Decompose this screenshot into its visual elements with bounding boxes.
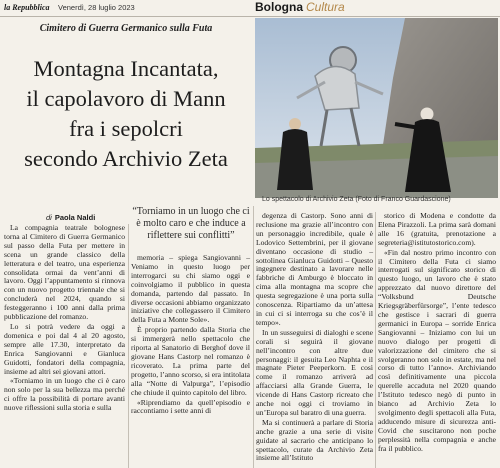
column-divider bbox=[375, 212, 376, 468]
paragraph: «Fin dal nostro primo incontro con il Cimitero della Futa ci siamo interrogati sul significato storico di questo luogo, un lavoro che è stato apprezzato dal nuovo direttore del “Volksbund Deutsche Kriegsgräberfürsorge”, l’ente tedesco che gestisce i sacrari di guerra germanici in Europa – sorride Enrica Sangiovanni – Iniziamo con lui un nuovo dialogo per progetti di valorizzazione del cimitero che si svolgeranno non solo in estate, ma nel corso di tutto l’anno». Archiviando così definitivamente una piccola querelle accaduta nel 2020 quando l’Istituto tedesco negò di punto in bianco ad Archivio Zeta lo svolgimento degli spettacoli alla Futa, adducendo misure di sicurezza anti-Covid che suscitarono non poche perplessità nella compagnia e anche fra il pubblico. bbox=[378, 247, 496, 453]
column-divider bbox=[253, 206, 254, 468]
paragraph: È proprio partendo dalla Storia che si immergerà nello spettacolo che riporta al Sanatorio di Berghof dove il giovane Hans Castorp nel romanzo è ricoverato. La prima parte del progetto, l’anno scorso, si era intitolata alla “Notte di Valpurga”, l’episodio che chiude il quinto capitolo del libro. bbox=[131, 325, 250, 397]
byline bbox=[46, 213, 95, 222]
paragraph: degenza di Castorp. Sono anni di reclusione ma grazie all’incontro con un personaggio incredibile, quale è Lodovico Settembrini, per il giovane diventano occasione di studio – sottolinea Gianluca Guidotti – Questo ingegnere destinato a lavorare nelle fabbriche di Amburgo è bloccato in cima alla montagna ma scopre che questa segregazione è una porta sulla conoscenza. Ripartiamo da un’attesa in cui ci si interroga su che cos’è il tempo». bbox=[256, 211, 373, 327]
headline-line: secondo Archivio Zeta bbox=[24, 146, 228, 171]
article-column-1 bbox=[4, 224, 125, 413]
headline bbox=[0, 54, 252, 174]
top-bar bbox=[0, 0, 500, 17]
dateline: Venerdì, 28 luglio 2023 bbox=[58, 3, 135, 12]
photo-illustration bbox=[255, 18, 498, 198]
article-photo bbox=[255, 18, 498, 198]
subsection-name: Cultura bbox=[306, 0, 345, 14]
paragraph: memoria – spiega Sangiovanni – Veniamo in questo luogo per interrogarci su chi siamo oggi e coinvolgiamo il pubblico in questa domanda, partendo dal passato. In diverse occasioni abbiamo organizzato iniziative che collegassero il Cimitero della Futa a Monte Sole». bbox=[131, 253, 250, 325]
paragraph: In un susseguirsi di dialoghi e scene corali si seguirà il giovane nell’incontro con altre due personaggi: il gesuita Leo Naphta e il magnate Pieter Peeperkorn. E così come il romanzo arriverà ad affacciarsi alla Grande Guerra, le vicende di Hans Castorp ricreato che anche noi oggi ci troviamo in un’Europa sul baratro di una guerra. bbox=[256, 327, 373, 417]
article-column-2 bbox=[131, 254, 250, 416]
masthead: la Repubblica bbox=[4, 3, 50, 12]
paragraph: La compagnia teatrale bolognese torna al Cimitero di Guerra Germanico sul passo della Futa per mettere in scena un grande classico della letteratura e del teatro, una esperienza consolidata ormai da vent’anni di lavoro. Oggi l’appuntamento si rinnova con un nuovo progetto triennale che si concluderà nel 2024, quando si festeggeranno i 100 anni dalla prima pubblicazione del romanzo. bbox=[4, 223, 125, 322]
byline-prefix: di bbox=[46, 213, 52, 222]
pull-quote: “Torniamo in un luogo che ci è molto caro e che induce a riflettere sui conflitti” bbox=[132, 206, 250, 241]
headline-line: il capolavoro di Mann bbox=[26, 86, 226, 111]
paragraph: «Riprendiamo da quell’episodio e raccontiamo i sette anni di bbox=[131, 397, 250, 416]
paragraph: Ma si continuerà a parlare di Storia anche grazie a una serie di visite guidate al sacrario che anticipano lo spettacolo, curate da Archivio Zeta insieme all’Istituto bbox=[256, 417, 373, 463]
headline-line: Montagna Incantata, bbox=[33, 56, 219, 81]
article-column-4 bbox=[378, 212, 496, 453]
section-name: Bologna bbox=[255, 0, 303, 14]
paragraph: storico di Modena e condotte da Elena Pirazzoli. La prima sarà domani alle 16 (gratuita, prenotazione a segreteria@istitutostorico.com). bbox=[378, 211, 496, 247]
article-column-3 bbox=[256, 212, 373, 463]
column-divider bbox=[128, 224, 129, 468]
headline-line: fra i sepolcri bbox=[69, 116, 183, 141]
paragraph: Lo si potrà vedere da oggi a domenica e poi dal 4 al 20 agosto, sempre alle 17.30, interpretato da Enrica Sangiovanni e Gianluca Guidotti, fondatori della compagnia, insieme ad altri sei giovani attori. bbox=[4, 321, 125, 376]
photo-caption: Lo spettacolo di Archivio Zeta (Foto di Franco Guardascione) bbox=[262, 196, 451, 203]
kicker: Cimitero di Guerra Germanico sulla Futa bbox=[39, 23, 213, 34]
byline-author: Paola Naldi bbox=[54, 213, 96, 222]
paragraph: «Torniamo in un luogo che ci è caro non solo per la sua bellezza ma perché ci offre la possibilità di portare avanti nuove riflessioni sulla storia e sulla bbox=[4, 376, 125, 413]
section-label bbox=[255, 0, 345, 14]
